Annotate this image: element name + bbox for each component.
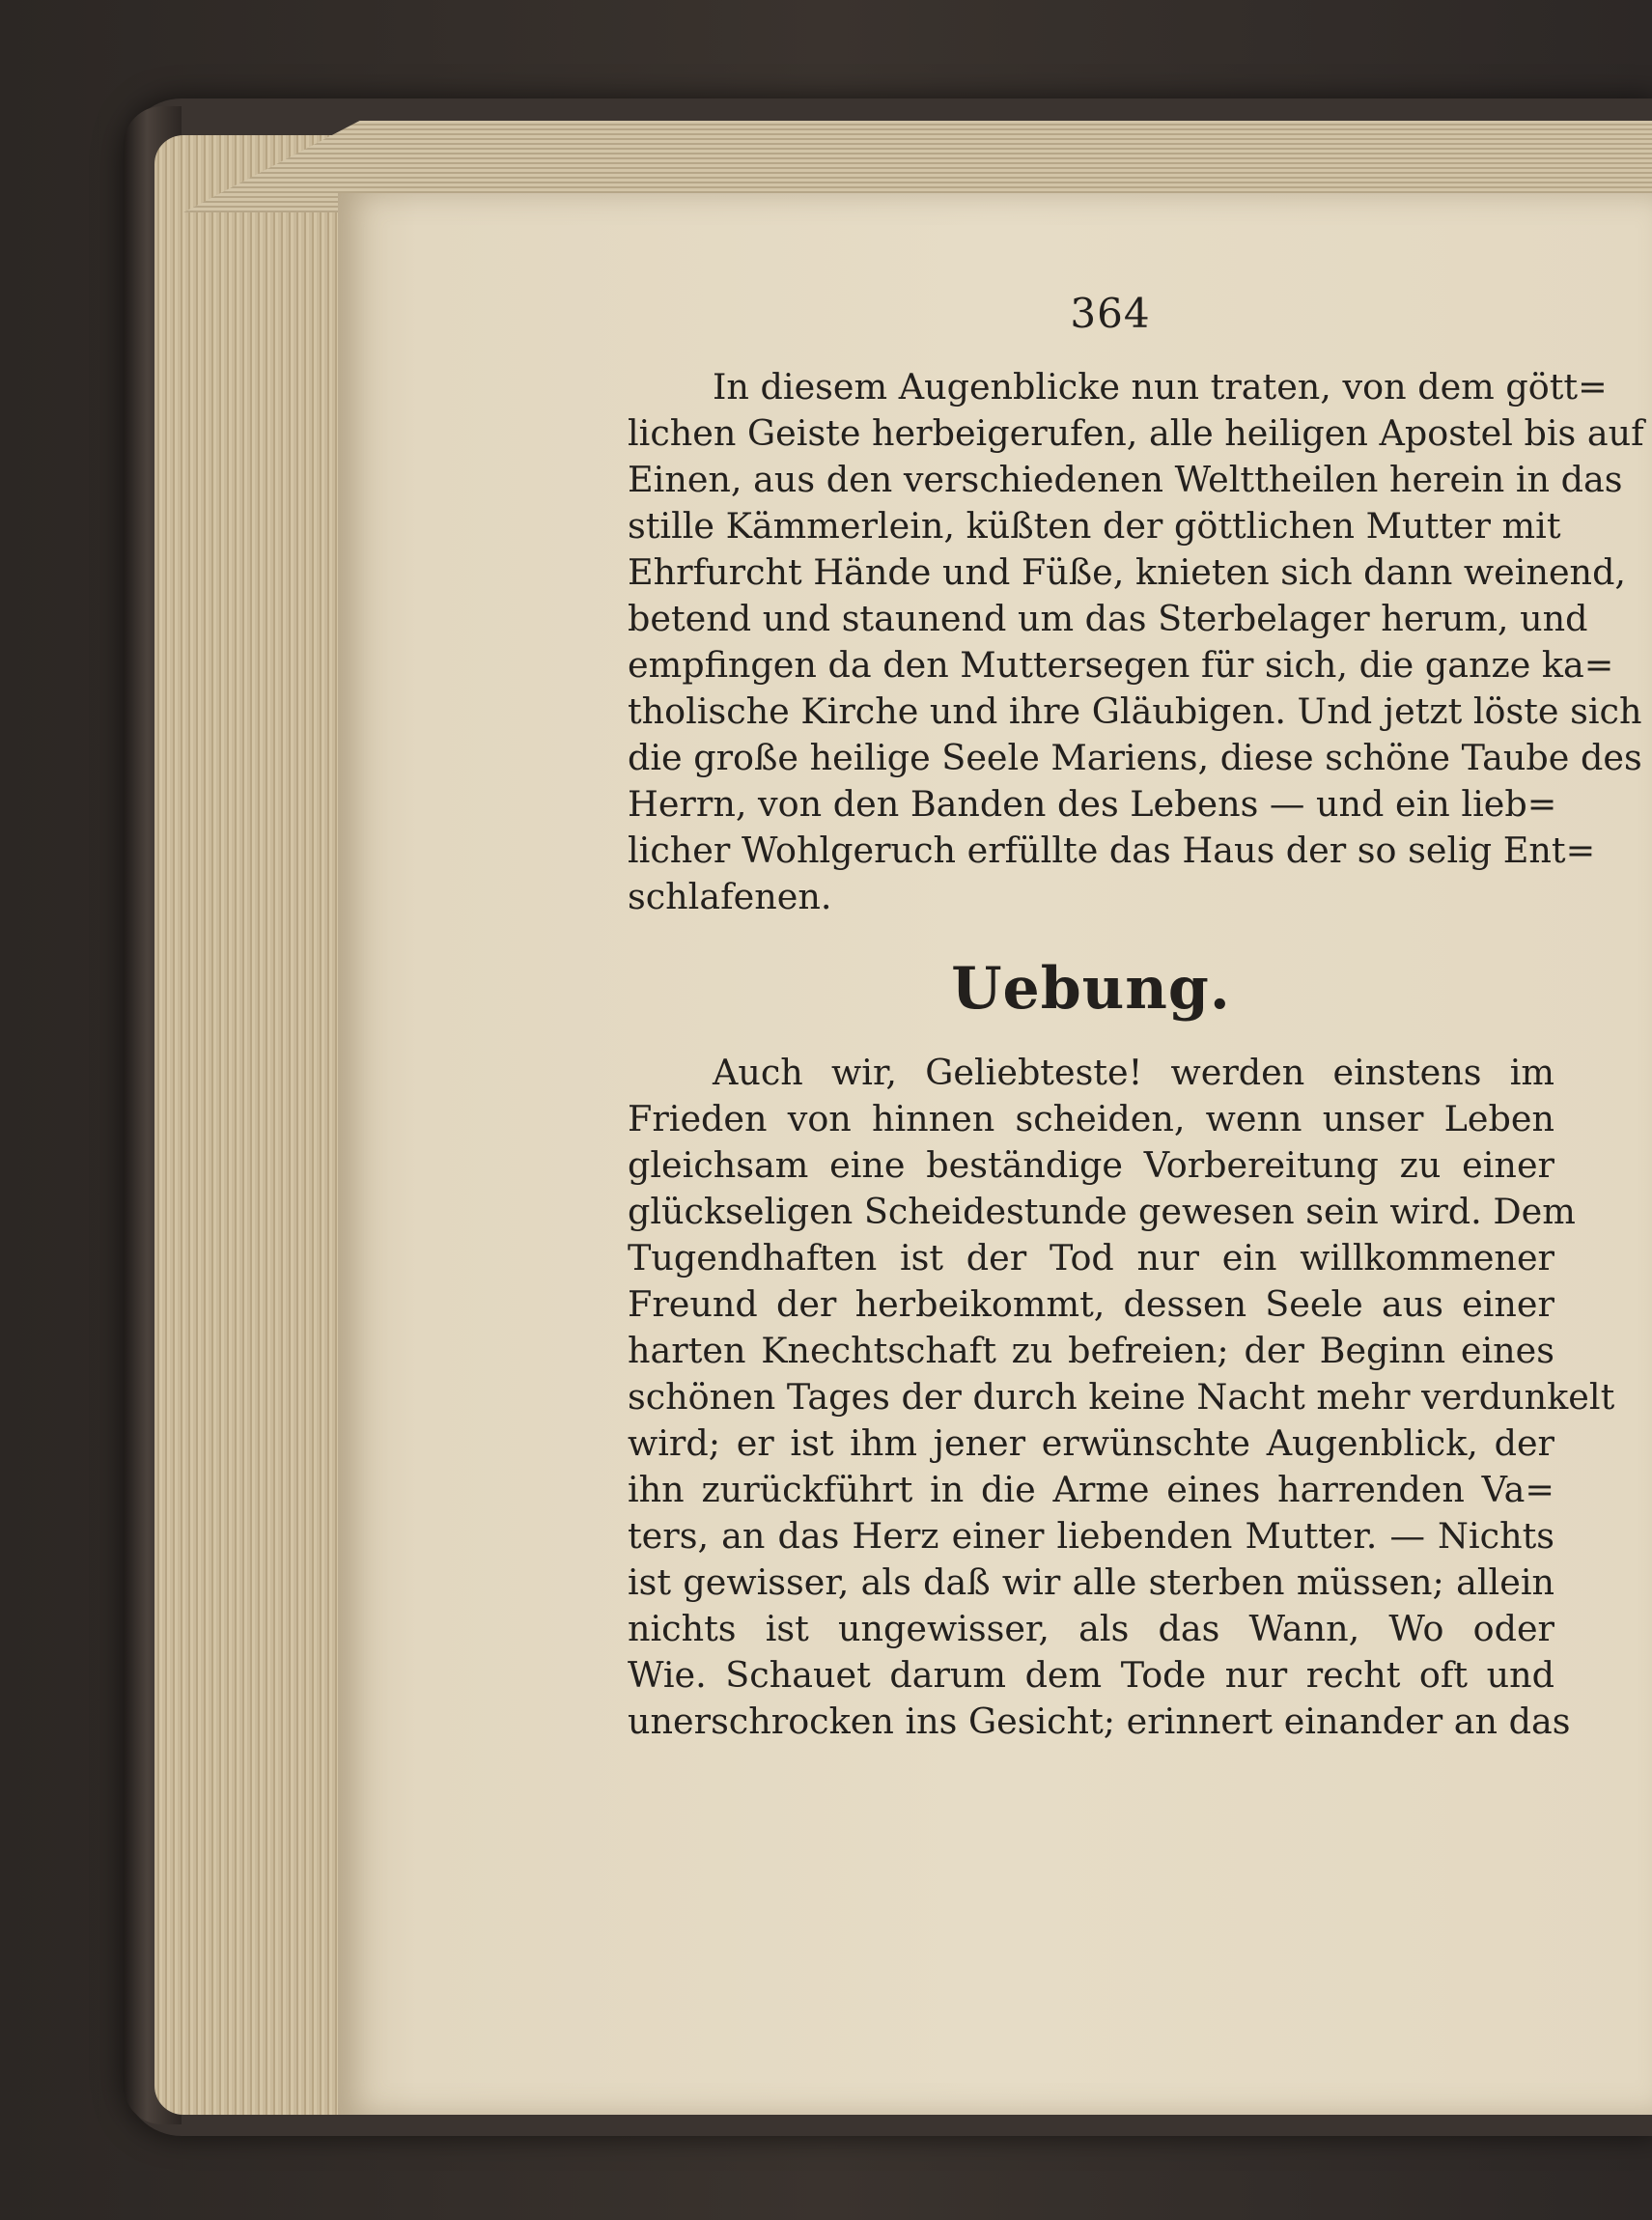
paragraph-1 <box>628 364 1644 920</box>
book-page <box>338 193 1652 2115</box>
text-line: Tugendhaften ist der Tod nur ein willkommener <box>628 1237 1554 1279</box>
text-line: glückseligen Scheidestunde gewesen sein wird. Dem <box>628 1191 1576 1232</box>
text-line: licher Wohlgeruch erfüllte das Haus der so selig Ent= <box>628 829 1596 871</box>
text-line: Einen, aus den verschiedenen Welttheilen herein in das <box>628 459 1623 500</box>
text-line: lichen Geiste herbeigerufen, alle heiligen Apostel bis auf <box>628 412 1644 454</box>
text-line: Herrn, von den Banden des Lebens — und ein lieb= <box>628 783 1557 825</box>
text-line: ihn zurückführt in die Arme eines harrenden Va= <box>628 1469 1554 1510</box>
page-number: 364 <box>1070 290 1151 337</box>
text-line: wird; er ist ihm jener erwünschte Augenblick, der <box>628 1422 1554 1464</box>
text-line: schlafenen. <box>628 876 832 917</box>
text-line: gleichsam eine beständige Vorbereitung zu einer <box>628 1144 1554 1186</box>
text-line: Wie. Schauet darum dem Tode nur recht oft und <box>628 1654 1554 1696</box>
text-line: unerschrocken ins Gesicht; erinnert einander an das <box>628 1700 1571 1742</box>
text-line: betend und staunend um das Sterbelager herum, und <box>628 598 1588 639</box>
text-line: tholische Kirche und ihre Gläubigen. Und jetzt löste sich <box>628 690 1642 732</box>
text-line: nichts ist ungewisser, als das Wann, Wo oder <box>628 1608 1554 1649</box>
text-line: Frieden von hinnen scheiden, wenn unser Leben <box>628 1098 1554 1139</box>
text-line: Auch wir, Geliebteste! werden einstens im <box>713 1052 1554 1093</box>
text-line: Freund der herbeikommt, dessen Seele aus einer <box>628 1283 1554 1325</box>
text-line: Ehrfurcht Hände und Füße, knieten sich dann weinend, <box>628 551 1627 593</box>
text-line: ters, an das Herz einer liebenden Mutter. — Nichts <box>628 1515 1554 1557</box>
text-line: stille Kämmerlein, küßten der göttlichen Mutter mit <box>628 505 1561 547</box>
text-line: die große heilige Seele Mariens, diese schöne Taube des <box>628 737 1642 778</box>
text-line: harten Knechtschaft zu befreien; der Beginn eines <box>628 1330 1554 1371</box>
text-line: schönen Tages der durch keine Nacht mehr verdunkelt <box>628 1376 1615 1418</box>
text-line: In diesem Augenblicke nun traten, von dem gött= <box>713 366 1608 407</box>
text-line: empfingen da den Muttersegen für sich, die ganze ka= <box>628 644 1614 686</box>
paragraph-2 <box>628 1050 1615 1745</box>
section-heading: Uebung. <box>951 955 1231 1023</box>
page-text <box>628 290 1644 1745</box>
text-line: ist gewisser, als daß wir alle sterben müssen; allein <box>628 1561 1554 1603</box>
